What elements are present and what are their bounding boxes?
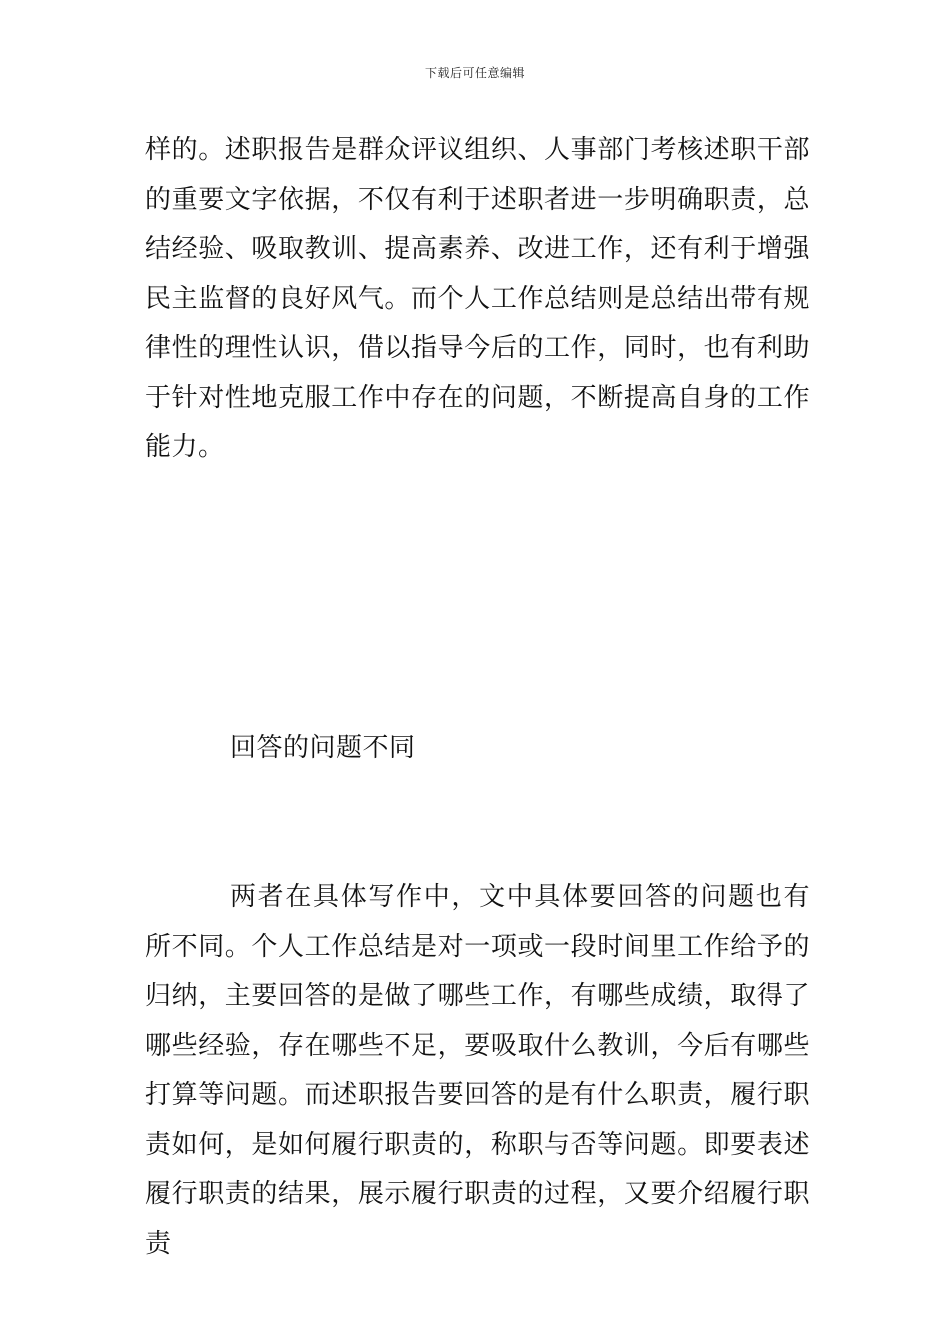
page-header-note: 下载后可任意编辑 — [424, 66, 525, 80]
body-paragraph: 两者在具体写作中，文中具体要回答的问题也有所不同。个人工作总结是对一项或一段时间里工作给予的归纳，主要回答的是做了哪些工作，有哪些成绩，取得了哪些经验，存在哪些不足，要吸取什么教训，今后有哪些打算等问题。而述职报告要回答的是有什么职责，履行职责如何，是如何履行职责的，称职与否等问题。即要表述履行职责的结果，展示履行职责的过程，又要介绍履行职责 — [145, 882, 810, 1259]
body-paragraph: 样的。述职报告是群众评议组织、人事部门考核述职干部的重要文字依据，不仅有利于述职者进一步明确职责，总结经验、吸取教训、提高素养、改进工作，还有利于增强民主监督的良好风气。而个人工作总结则是总结出带有规律性的理性认识，借以指导今后的工作，同时，也有利助于针对性地克服工作中存在的问题，不断提高自身的工作能力。 — [145, 135, 810, 462]
section-heading: 回答的问题不同 — [230, 733, 416, 763]
